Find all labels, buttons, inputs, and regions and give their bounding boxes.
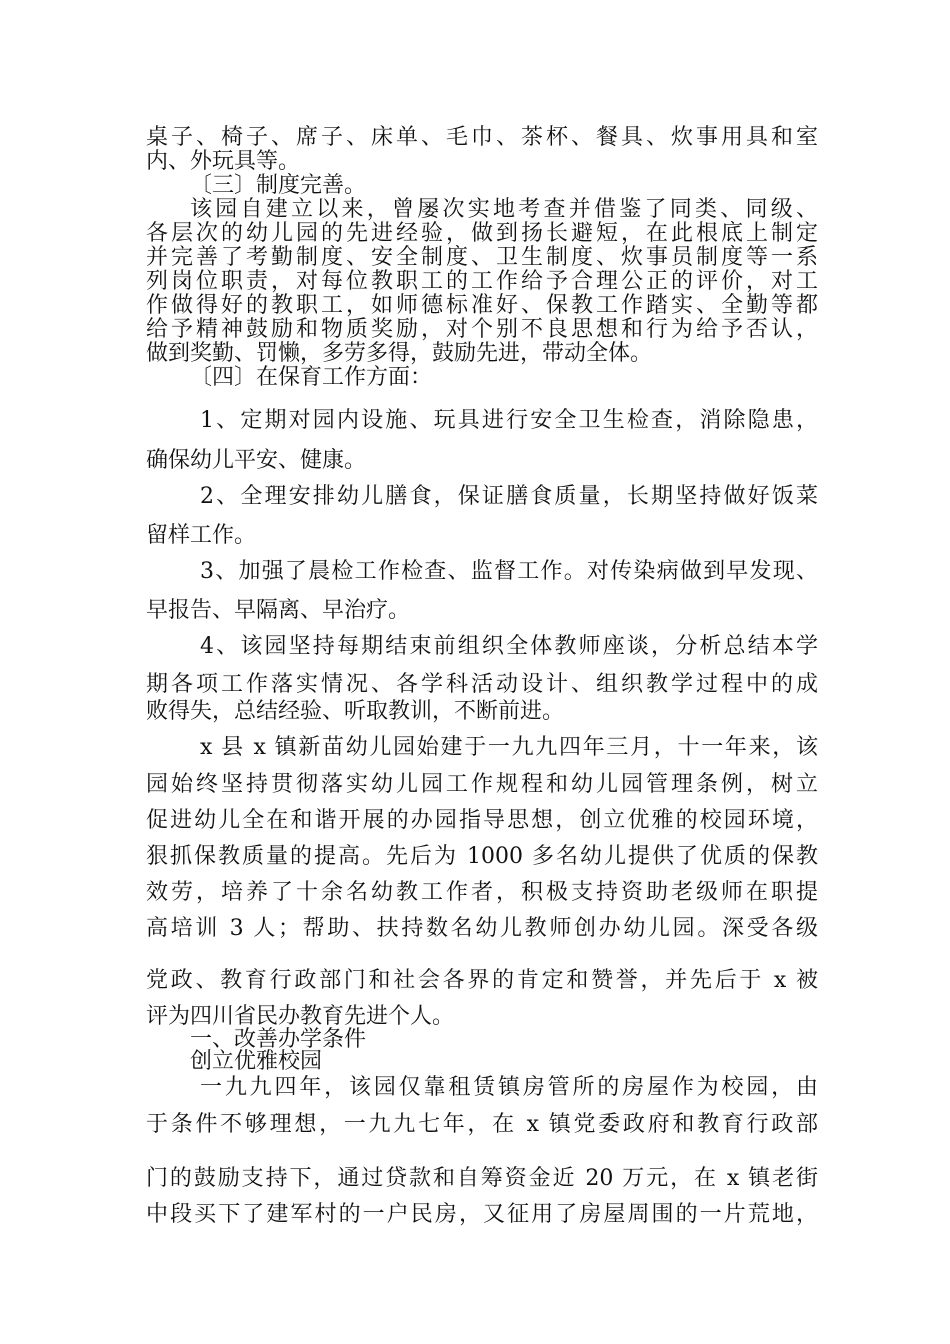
text-line: 中段买下了建军村的一户民房，又征用了房屋周围的一片荒地， xyxy=(146,1202,818,1227)
text-line: 评为四川省民办教育先进个人。 xyxy=(146,1004,455,1029)
text-line: 该园自建立以来，曾屡次实地考查并借鉴了同类、同级、 xyxy=(190,197,818,222)
text-line: 一九九四年，该园仅靠租赁镇房管所的房屋作为校园，由 xyxy=(200,1075,818,1100)
section-heading: 〔三〕制度完善。 xyxy=(190,173,367,198)
text-line: 于条件不够理想，一九九七年，在 x 镇党委政府和教育行政部 xyxy=(146,1112,818,1137)
section-subheading: 创立优雅校园 xyxy=(190,1049,323,1074)
text-line: x 县 x 镇新苗幼儿园始建于一九九四年三月，十一年来，该 xyxy=(200,735,818,760)
section-heading: 〔四〕在保育工作方面： xyxy=(190,365,433,390)
text-line: 门的鼓励支持下，通过贷款和自筹资金近 20 万元，在 x 镇老街 xyxy=(146,1166,818,1191)
text-line: 留样工作。 xyxy=(146,523,257,548)
list-item: 2、全理安排幼儿膳食，保证膳食质量，长期坚持做好饭菜 xyxy=(200,484,818,509)
text-line: 败得失，总结经验、听取教训，不断前进。 xyxy=(146,699,565,724)
text-line: 期各项工作落实情况、各学科活动设计、组织教学过程中的成 xyxy=(146,672,818,697)
text-line: 桌子、椅子、席子、床单、毛巾、茶杯、餐具、炊事用具和室 xyxy=(146,125,818,150)
text-line: 作做得好的教职工，如师德标准好、保教工作踏实、全勤等都 xyxy=(146,293,818,318)
text-line: 各层次的幼儿园的先进经验，做到扬长避短，在此根底上制定 xyxy=(146,221,818,246)
list-item: 3、加强了晨检工作检查、监督工作。对传染病做到早发现、 xyxy=(200,559,818,584)
text-line: 做到奖勤、罚懒，多劳多得，鼓励先进，带动全体。 xyxy=(146,341,653,366)
text-line: 促进幼儿全在和谐开展的办园指导思想，创立优雅的校园环境， xyxy=(146,808,818,833)
text-line: 狠抓保教质量的提高。先后为 1000 多名幼儿提供了优质的保教 xyxy=(146,844,818,869)
list-item: 4、该园坚持每期结束前组织全体教师座谈，分析总结本学 xyxy=(200,634,818,659)
text-line: 早报告、早隔离、早治疗。 xyxy=(146,598,411,623)
text-line: 给予精神鼓励和物质奖励，对个别不良思想和行为给予否认， xyxy=(146,317,818,342)
text-line: 列岗位职责，对每位教职工的工作给予合理公正的评价，对工 xyxy=(146,269,818,294)
list-item: 1、定期对园内设施、玩具进行安全卫生检查，消除隐患， xyxy=(200,408,818,433)
text-line: 并完善了考勤制度、安全制度、卫生制度、炊事员制度等一系 xyxy=(146,245,818,270)
text-line: 党政、教育行政部门和社会各界的肯定和赞誉，并先后于 x 被 xyxy=(146,968,818,993)
text-line: 高培训 3 人；帮助、扶持数名幼儿教师创办幼儿园。深受各级 xyxy=(146,916,818,941)
text-line: 确保幼儿平安、健康。 xyxy=(146,448,367,473)
section-heading: 一、改善办学条件 xyxy=(190,1027,367,1052)
text-line: 内、外玩具等。 xyxy=(146,149,301,174)
text-line: 效劳，培养了十余名幼教工作者，积极支持资助老级师在职提 xyxy=(146,880,818,905)
text-line: 园始终坚持贯彻落实幼儿园工作规程和幼儿园管理条例，树立 xyxy=(146,772,818,797)
